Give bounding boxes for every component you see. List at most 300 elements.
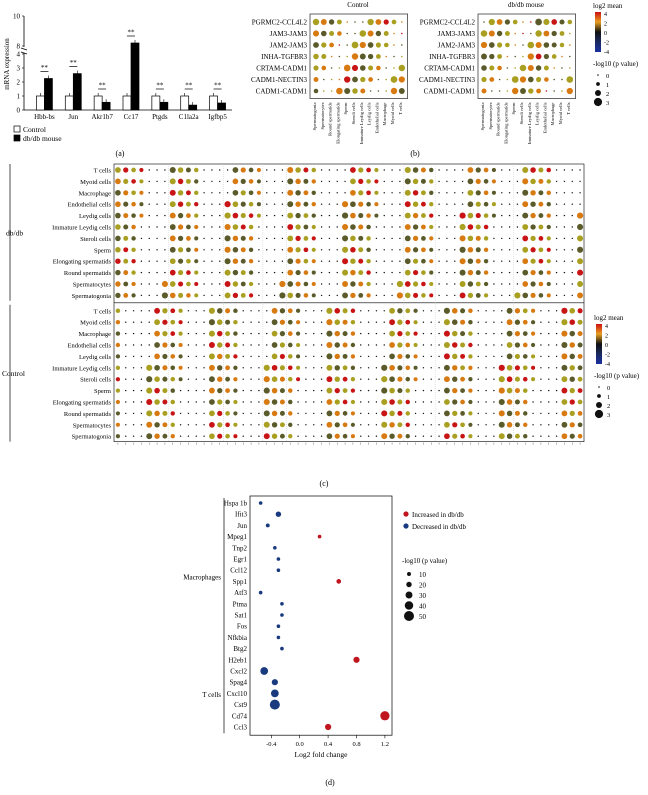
interaction-dot	[139, 179, 143, 183]
interaction-dot	[520, 76, 526, 82]
gene-point	[277, 636, 281, 640]
interaction-dot	[170, 354, 175, 359]
interaction-dot	[468, 309, 473, 314]
interaction-dot	[491, 90, 493, 92]
interaction-dot	[392, 20, 397, 25]
interaction-dot	[399, 249, 400, 250]
interaction-dot	[352, 77, 358, 83]
interaction-dot	[274, 192, 275, 193]
interaction-dot	[522, 281, 528, 287]
interaction-dot	[460, 411, 465, 416]
interaction-dot	[572, 181, 573, 182]
interaction-dot	[569, 67, 571, 69]
interaction-dot	[274, 204, 275, 205]
interaction-dot	[287, 258, 293, 264]
celltype-label: Immature Leydig cells	[526, 102, 532, 145]
interaction-dot	[171, 411, 175, 415]
interaction-dot	[351, 309, 356, 314]
interaction-dot	[421, 247, 426, 252]
interaction-dot	[203, 310, 204, 311]
interaction-dot	[367, 19, 373, 25]
interaction-dot	[522, 190, 528, 196]
interaction-dot	[444, 422, 450, 428]
interaction-dot	[250, 379, 251, 380]
interaction-dot	[460, 388, 465, 393]
bar-control	[36, 96, 44, 110]
interaction-dot	[454, 215, 455, 216]
interaction-dot	[350, 236, 356, 242]
interaction-dot	[572, 169, 573, 170]
pair-label: CRTAM-CADM1	[256, 64, 307, 73]
interaction-dot	[376, 66, 381, 71]
interaction-dot	[391, 272, 392, 273]
interaction-dot	[368, 65, 373, 70]
interaction-dot	[170, 167, 176, 173]
interaction-dot	[154, 388, 160, 394]
interaction-dot	[178, 236, 183, 241]
interaction-dot	[572, 249, 573, 250]
interaction-dot	[203, 238, 204, 239]
interaction-dot	[123, 270, 128, 275]
interaction-dot	[522, 56, 524, 58]
interaction-dot	[476, 270, 481, 275]
gene-point	[277, 557, 281, 561]
interaction-dot	[258, 310, 259, 311]
interaction-dot	[579, 181, 580, 182]
interaction-dot	[335, 365, 340, 370]
interaction-dot	[421, 213, 426, 218]
interaction-dot	[331, 79, 333, 81]
interaction-dot	[374, 214, 378, 218]
interaction-dot	[522, 178, 528, 184]
interaction-dot	[522, 201, 528, 207]
interaction-dot	[515, 342, 520, 347]
interaction-dot	[376, 19, 382, 25]
interaction-dot	[178, 320, 182, 324]
interaction-dot	[493, 401, 494, 402]
interaction-dot	[337, 283, 338, 284]
interaction-dot	[313, 344, 314, 345]
interaction-dot	[321, 66, 326, 71]
interaction-dot	[358, 167, 363, 172]
gene-point	[259, 591, 263, 595]
interaction-dot	[313, 322, 314, 323]
interaction-dot	[578, 400, 583, 405]
interaction-dot	[313, 356, 314, 357]
interaction-dot	[274, 215, 275, 216]
interaction-dot	[493, 226, 494, 227]
interaction-dot	[391, 204, 392, 205]
interaction-dot	[321, 204, 322, 205]
interaction-dot	[133, 367, 134, 368]
interaction-dot	[217, 422, 222, 427]
interaction-dot	[376, 54, 381, 59]
interaction-dot	[274, 249, 275, 250]
interaction-dot	[141, 261, 142, 262]
interaction-dot	[266, 169, 267, 170]
interaction-dot	[321, 54, 326, 59]
interaction-dot	[243, 344, 244, 345]
interaction-dot	[188, 424, 189, 425]
interaction-dot	[258, 413, 259, 414]
interaction-dot	[280, 388, 285, 393]
interaction-dot	[116, 423, 120, 427]
interaction-dot	[570, 377, 575, 382]
interaction-dot	[258, 390, 259, 391]
interaction-dot	[321, 333, 322, 334]
interaction-dot	[540, 310, 541, 311]
interaction-dot	[186, 213, 191, 218]
interaction-dot	[233, 258, 238, 263]
row-label: Spermatogonia	[71, 433, 111, 441]
interaction-dot	[243, 310, 244, 311]
interaction-dot	[266, 356, 267, 357]
legend-dot-increased	[403, 511, 408, 516]
interaction-dot	[115, 236, 121, 242]
interaction-dot	[485, 401, 486, 402]
interaction-dot	[391, 88, 397, 94]
interaction-dot	[485, 413, 486, 414]
interaction-dot	[162, 434, 167, 439]
interaction-dot	[313, 30, 319, 36]
interaction-dot	[413, 281, 418, 286]
interaction-dot	[296, 377, 300, 381]
panel-label: (b)	[410, 149, 420, 158]
interaction-dot	[274, 261, 275, 262]
interaction-dot	[233, 423, 237, 427]
interaction-dot	[335, 411, 340, 416]
interaction-dot	[211, 295, 212, 296]
interaction-dot	[429, 225, 433, 229]
interaction-dot	[561, 376, 567, 382]
interaction-dot	[514, 56, 516, 58]
interaction-dot	[178, 224, 183, 229]
interaction-dot	[368, 42, 374, 48]
interaction-dot	[570, 434, 575, 439]
interaction-dot	[570, 411, 575, 416]
celltype-label: Immature Leydig cells	[358, 102, 364, 145]
interaction-dot	[531, 343, 535, 347]
interaction-dot	[368, 333, 369, 334]
interaction-dot	[438, 356, 439, 357]
interaction-dot	[178, 213, 183, 218]
color-scale-tick: -2	[604, 40, 609, 47]
interaction-dot	[476, 282, 481, 287]
interaction-dot	[532, 413, 533, 414]
interaction-dot	[539, 225, 544, 230]
interaction-dot	[243, 322, 244, 323]
interaction-dot	[507, 376, 513, 382]
interaction-dot	[180, 390, 181, 391]
interaction-dot	[444, 376, 450, 382]
interaction-dot	[211, 181, 212, 182]
interaction-dot	[493, 310, 494, 311]
legend-dot-decreased	[403, 523, 408, 528]
interaction-dot	[460, 320, 465, 325]
gene-label: Atf3	[234, 589, 247, 598]
interaction-dot	[421, 179, 426, 184]
interaction-dot	[384, 356, 385, 357]
interaction-dot	[250, 436, 251, 437]
interaction-dot	[358, 282, 363, 287]
row-label: Elongating spermatids	[52, 399, 111, 407]
interaction-dot	[313, 413, 314, 414]
interaction-dot	[303, 202, 308, 207]
interaction-dot	[514, 292, 520, 298]
interaction-dot	[572, 261, 573, 262]
interaction-dot	[577, 258, 583, 264]
interaction-dot	[344, 76, 350, 82]
row-label: Leydig cells	[79, 213, 111, 221]
interaction-dot	[468, 366, 472, 370]
interaction-dot	[350, 247, 356, 253]
interaction-dot	[131, 225, 136, 230]
interaction-dot	[446, 238, 447, 239]
interaction-dot	[454, 238, 455, 239]
interaction-dot	[149, 204, 150, 205]
interaction-dot	[194, 191, 198, 195]
interaction-dot	[272, 422, 277, 427]
interaction-dot	[531, 332, 535, 336]
interaction-dot	[243, 424, 244, 425]
interaction-dot	[280, 342, 285, 347]
interaction-dot	[243, 390, 244, 391]
interaction-dot	[329, 31, 334, 36]
interaction-dot	[493, 333, 494, 334]
interaction-dot	[454, 204, 455, 205]
interaction-dot	[366, 236, 370, 240]
interaction-dot	[538, 168, 543, 173]
interaction-dot	[538, 190, 543, 195]
interaction-dot	[258, 283, 259, 284]
interaction-dot	[493, 367, 494, 368]
bar-dbdb	[218, 103, 226, 110]
interaction-dot	[362, 21, 364, 23]
interaction-dot	[399, 192, 400, 193]
interaction-dot	[297, 390, 298, 391]
interaction-dot	[350, 201, 356, 207]
interaction-dot	[321, 379, 322, 380]
interaction-dot	[460, 224, 466, 230]
interaction-dot	[162, 342, 167, 347]
interaction-dot	[478, 436, 479, 437]
interaction-dot	[578, 411, 583, 416]
interaction-dot	[572, 215, 573, 216]
interaction-dot	[116, 354, 120, 358]
interaction-dot	[483, 21, 485, 23]
interaction-dot	[264, 365, 270, 371]
interaction-dot	[149, 181, 150, 182]
interaction-dot	[149, 344, 150, 345]
interaction-dot	[352, 53, 358, 59]
interaction-dot	[482, 89, 487, 94]
interaction-dot	[343, 331, 348, 336]
interaction-dot	[493, 249, 494, 250]
x-category-label: Igfbp5	[208, 113, 227, 121]
interaction-dot	[548, 344, 549, 345]
interaction-dot	[397, 411, 402, 416]
interaction-dot	[343, 365, 348, 370]
interaction-dot	[344, 88, 350, 94]
interaction-dot	[123, 224, 128, 229]
interaction-dot	[162, 281, 168, 287]
interaction-dot	[556, 272, 557, 273]
interaction-dot	[194, 248, 198, 252]
interaction-dot	[530, 236, 535, 241]
interaction-dot	[577, 247, 583, 253]
interaction-dot	[219, 192, 220, 193]
interaction-dot	[468, 388, 472, 392]
interaction-dot	[241, 293, 246, 298]
interaction-dot	[538, 179, 543, 184]
interaction-dot	[539, 270, 544, 275]
celltype-label: Macrophage	[550, 102, 556, 126]
color-scale-tick: -2	[605, 352, 610, 359]
size-legend-tick: 1	[606, 82, 610, 89]
celltype-label: Spermatocytes	[319, 102, 325, 130]
interaction-dot	[225, 411, 230, 416]
interaction-dot	[515, 422, 520, 427]
interaction-dot	[413, 309, 417, 313]
interaction-dot	[493, 283, 494, 284]
interaction-dot	[368, 310, 369, 311]
celltype-label: Elongating spermatids	[335, 102, 341, 144]
interaction-dot	[296, 281, 301, 286]
interaction-dot	[378, 79, 380, 81]
interaction-dot	[287, 178, 293, 184]
interaction-dot	[531, 366, 535, 370]
interaction-dot	[180, 436, 181, 437]
interaction-dot	[561, 79, 563, 81]
interaction-dot	[274, 295, 275, 296]
interaction-dot	[561, 308, 567, 314]
interaction-dot	[444, 433, 450, 439]
interaction-dot	[517, 272, 518, 273]
interaction-dot	[384, 261, 385, 262]
interaction-dot	[556, 413, 557, 414]
interaction-dot	[351, 331, 355, 335]
interaction-dot	[225, 224, 231, 230]
interaction-dot	[429, 179, 433, 183]
interaction-dot	[493, 272, 494, 273]
interaction-dot	[339, 67, 341, 69]
interaction-dot	[421, 282, 426, 287]
interaction-dot	[421, 270, 426, 275]
interaction-dot	[423, 356, 424, 357]
interaction-dot	[405, 343, 410, 348]
interaction-dot	[567, 76, 574, 83]
interaction-dot	[203, 436, 204, 437]
interaction-dot	[154, 308, 160, 314]
interaction-dot	[217, 411, 222, 416]
interaction-dot	[249, 270, 253, 274]
interaction-dot	[258, 401, 259, 402]
interaction-dot	[123, 167, 128, 172]
scatter-frame	[250, 496, 392, 735]
interaction-dot	[384, 31, 389, 36]
interaction-dot	[141, 413, 142, 414]
interaction-dot	[350, 293, 355, 298]
interaction-dot	[507, 411, 513, 417]
interaction-dot	[125, 356, 126, 357]
x-category-label: Ptgds	[152, 113, 168, 121]
interaction-dot	[156, 169, 157, 170]
interaction-dot	[249, 179, 254, 184]
interaction-dot	[249, 168, 254, 173]
interaction-dot	[350, 281, 355, 286]
interaction-dot	[203, 261, 204, 262]
interaction-dot	[478, 344, 479, 345]
interaction-dot	[360, 424, 361, 425]
interaction-dot	[556, 390, 557, 391]
interaction-dot	[266, 344, 267, 345]
bar-dbdb	[189, 105, 197, 110]
interaction-dot	[115, 201, 121, 207]
interaction-dot	[196, 379, 197, 380]
interaction-dot	[368, 356, 369, 357]
interaction-dot	[468, 320, 472, 324]
group-label: Macrophages	[183, 573, 221, 582]
interaction-dot	[257, 179, 261, 183]
gene-label: Mpeg1	[227, 533, 247, 542]
celltype-label: Steroli cells	[351, 102, 356, 125]
interaction-dot	[438, 390, 439, 391]
interaction-dot	[535, 19, 542, 26]
interaction-dot	[146, 433, 152, 439]
interaction-dot	[149, 283, 150, 284]
interaction-dot	[233, 293, 238, 298]
size-legend-tick: 3	[607, 412, 611, 419]
interaction-dot	[164, 169, 165, 170]
interaction-dot	[295, 259, 300, 264]
gene-label: Nfkbia	[227, 633, 247, 642]
interaction-dot	[478, 379, 479, 380]
interaction-dot	[233, 224, 239, 230]
interaction-dot	[497, 19, 503, 25]
interaction-dot	[468, 377, 472, 381]
interaction-dot	[225, 388, 230, 393]
interaction-dot	[389, 433, 394, 438]
interaction-dot	[250, 356, 251, 357]
interaction-dot	[326, 342, 332, 348]
size-legend-dot	[406, 592, 413, 599]
interaction-dot	[272, 354, 278, 360]
interaction-dot	[438, 181, 439, 182]
interaction-dot	[429, 191, 433, 195]
color-scale-tick: 4	[604, 12, 607, 18]
interaction-dot	[569, 308, 575, 314]
interaction-dot	[399, 169, 400, 170]
interaction-dot	[572, 238, 573, 239]
x-category-label: C1la2a	[178, 113, 199, 121]
interaction-dot	[258, 322, 259, 323]
interaction-dot	[517, 192, 518, 193]
interaction-dot	[326, 331, 332, 337]
interaction-dot	[572, 204, 573, 205]
interaction-dot	[485, 310, 486, 311]
interaction-dot	[295, 213, 300, 218]
interaction-dot	[376, 42, 381, 47]
interaction-dot	[484, 259, 488, 263]
interaction-dot	[280, 320, 285, 325]
interaction-dot	[493, 390, 494, 391]
interaction-dot	[209, 433, 215, 439]
interaction-dot	[321, 390, 322, 391]
interaction-dot	[462, 204, 463, 205]
interaction-dot	[460, 292, 466, 298]
interaction-dot	[321, 238, 322, 239]
interaction-dot	[149, 295, 150, 296]
